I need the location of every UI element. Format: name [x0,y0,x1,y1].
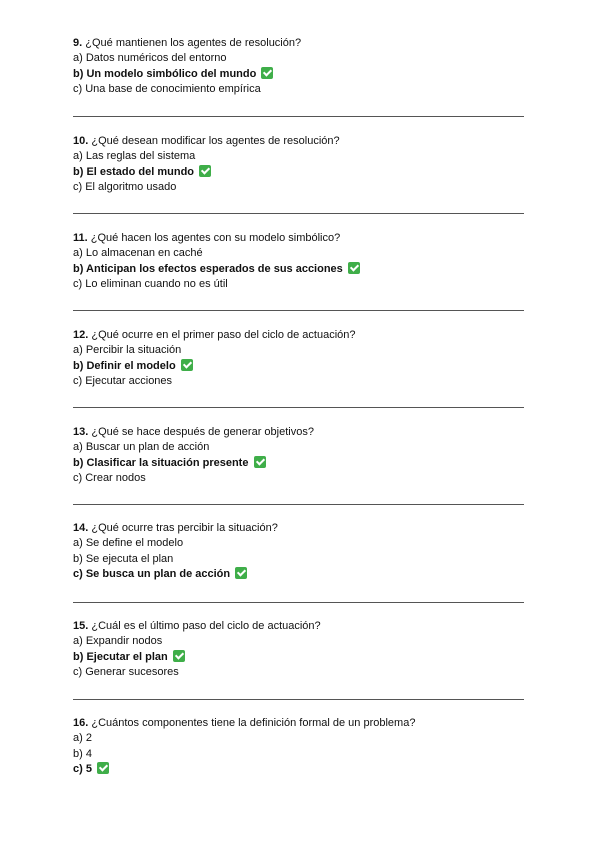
question-line [73,231,533,246]
question-line [73,36,533,51]
answer-option [73,747,533,762]
option-label: c) El algoritmo usado [73,180,177,193]
answer-option [73,374,533,389]
option-label: a) 2 [73,732,92,745]
question-line [73,328,533,343]
answer-option [73,440,533,455]
option-label: b) El estado del mundo [73,165,195,178]
question-line [73,134,533,149]
separator-line [73,116,524,117]
option-label: c) Se busca un plan de acción [73,567,231,580]
option-label: a) Las reglas del sistema [73,150,196,163]
question-text: ¿Qué desean modificar los agentes de resolución? [91,135,340,147]
correct-answer-option [73,456,533,471]
question-text: ¿Cuántos componentes tiene la definición formal de un problema? [91,717,416,729]
answer-option [73,731,533,746]
answer-option [73,277,533,292]
option-label: a) Expandir nodos [73,635,163,648]
option-label: b) Se ejecuta el plan [73,552,174,565]
question-text: ¿Qué hacen los agentes con su modelo simbólico? [90,232,341,244]
option-label: b) Clasificar la situación presente [73,456,249,469]
question-block [73,231,533,292]
separator-line [73,407,524,408]
question-text: ¿Qué ocurre tras percibir la situación? [91,522,278,534]
check-mark-icon [235,567,247,579]
answer-option [73,343,533,358]
question-line [73,521,533,536]
question-number: 10. [73,135,89,147]
separator-line [73,310,524,311]
question-number: 12. [73,329,89,341]
question-text: ¿Qué se hace después de generar objetivos? [91,426,314,438]
option-label: c) 5 [73,762,92,775]
correct-answer-option [73,650,533,665]
question-line [73,716,533,731]
question-block [73,716,533,777]
question-line [73,425,533,440]
option-label: b) 4 [73,747,92,760]
answer-option [73,180,533,195]
question-block [73,425,533,486]
correct-answer-option [73,762,533,777]
answer-option [73,665,533,680]
check-mark-icon [181,359,193,371]
separator-line [73,504,524,505]
correct-answer-option [73,165,533,180]
answer-option [73,51,533,66]
question-number: 15. [73,620,89,632]
check-mark-icon [348,262,360,274]
correct-answer-option [73,359,533,374]
question-block [73,134,533,195]
correct-answer-option [73,567,533,582]
check-mark-icon [173,650,185,662]
option-label: a) Buscar un plan de acción [73,441,210,454]
question-text: ¿Qué mantienen los agentes de resolución? [85,37,302,49]
answer-option [73,82,533,97]
question-text: ¿Qué ocurre en el primer paso del ciclo de actuación? [91,329,356,341]
separator-line [73,699,524,700]
question-text: ¿Cuál es el último paso del ciclo de actuación? [91,620,321,632]
separator-line [73,602,524,603]
answer-option [73,536,533,551]
question-number: 9. [73,37,83,49]
option-label: a) Datos numéricos del entorno [73,52,227,65]
question-line [73,619,533,634]
question-block [73,521,533,582]
option-label: c) Generar sucesores [73,665,179,678]
option-label: c) Crear nodos [73,471,146,484]
option-label: c) Una base de conocimiento empírica [73,82,261,95]
correct-answer-option [73,262,533,277]
option-label: a) Percibir la situación [73,344,182,357]
question-number: 13. [73,426,89,438]
correct-answer-option [73,67,533,82]
check-mark-icon [97,762,109,774]
question-number: 11. [73,232,88,244]
option-label: a) Lo almacenan en caché [73,247,203,260]
answer-option [73,552,533,567]
answer-option [73,471,533,486]
option-label: b) Definir el modelo [73,359,176,372]
question-block [73,619,533,680]
question-number: 14. [73,522,89,534]
question-block [73,36,533,97]
answer-option [73,634,533,649]
question-block [73,328,533,389]
option-label: c) Lo eliminan cuando no es útil [73,277,228,290]
check-mark-icon [254,456,266,468]
option-label: b) Ejecutar el plan [73,650,168,663]
separator-line [73,213,524,214]
check-mark-icon [199,165,211,177]
option-label: b) Un modelo simbólico del mundo [73,67,257,80]
question-number: 16. [73,717,89,729]
answer-option [73,149,533,164]
option-label: b) Anticipan los efectos esperados de sus acciones [73,262,343,275]
option-label: c) Ejecutar acciones [73,374,173,387]
check-mark-icon [261,67,273,79]
answer-option [73,246,533,261]
option-label: a) Se define el modelo [73,537,184,550]
